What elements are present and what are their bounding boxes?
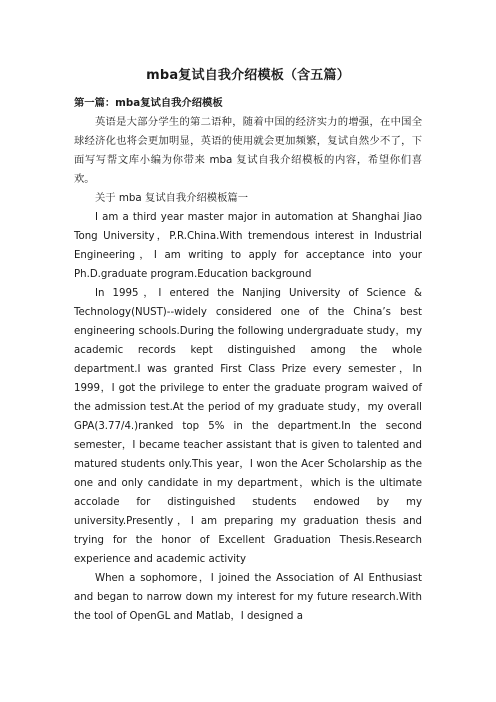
document-body	[74, 94, 422, 626]
body-paragraph: I am a third year master major in automation at Shanghai Jiao Tong University，P.R.China.With tremendous interest in Industrial Engineering，I am writing to apply for acceptance into your Ph.D.graduate program.Education background	[74, 212, 422, 280]
intro-paragraph: 英语是大部分学生的第二语种，随着中国的经济实力的增强，在中国全球经济化也将会更加明显，英语的使用就会更加频繁，复试自然少不了，下面写写帮文库小编为你带来 mba 复试自我介绍模板的内容，希望你们喜欢。	[74, 116, 422, 185]
body-paragraph: When a sophomore，I joined the Association of AI Enthusiast and began to narrow down my interest for my future research.With the tool of OpenGL and Matlab，I designed a	[74, 573, 422, 622]
sub-heading: 关于 mba 复试自我介绍模板篇一	[95, 192, 248, 204]
body-paragraph: In 1995，I entered the Nanjing University of Science & Technology(NUST)--widely considered one of the China’s best engineering schools.During the following undergraduate study，my academic records kept distinguished among the whole department.I was granted First Class Prize every semester，In 1999，I got the privilege to enter the graduate program waived of the admission test.At the period of my graduate study，my overall GPA(3.77/4.)ranked top 5% in the department.In the second semester，I became teacher assistant that is given to talented and matured students only.This year，I won the Acer Scholarship as the one and only candidate in my department，which is the ultimate accolade for distinguished students endowed by my university.Presently，I am preparing my graduation thesis and trying for the honor of Excellent Graduation Thesis.Research experience and academic activity	[74, 288, 422, 565]
section-heading: 第一篇：mba复试自我介绍模板	[74, 97, 223, 109]
document-title: mba复试自我介绍模板（含五篇）	[146, 68, 350, 83]
